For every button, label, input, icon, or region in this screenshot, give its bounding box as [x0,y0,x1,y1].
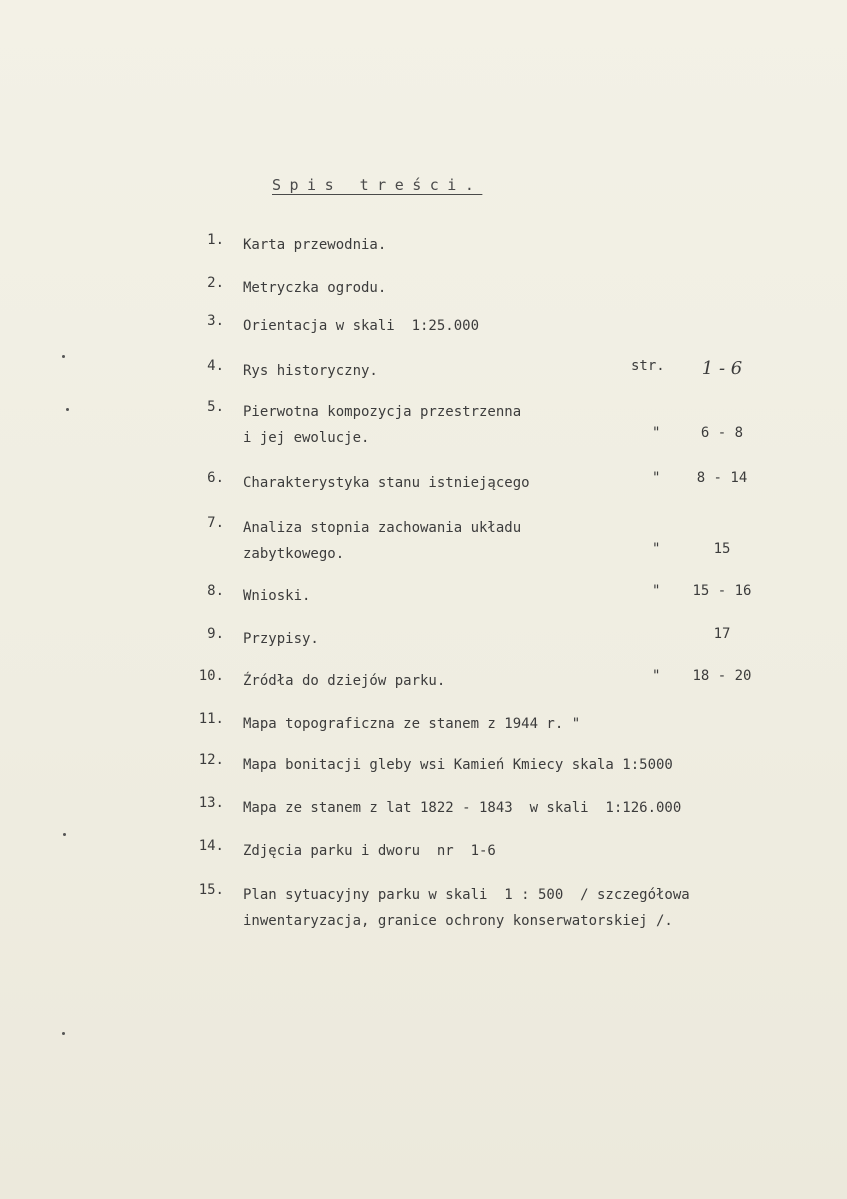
entry-title: Orientacja w skali 1:25.000 [243,318,480,334]
speck [63,833,66,836]
entry-title: Mapa ze stanem z lat 1822 - 1843 w skali 1:126.000 [243,800,682,816]
entry-title: inwentaryzacja, granice ochrony konserwatorskiej /. [243,913,673,929]
entry-number: 4. [207,358,224,374]
entry-number: 9. [207,626,224,642]
entry-number: 14. [198,838,224,854]
entry-title: Metryczka ogrodu. [243,280,387,296]
entry-number: 7. [207,515,224,531]
entry-title: Przypisy. [243,631,319,647]
toc-entry [0,583,847,623]
ditto-mark: " [652,541,661,557]
toc-entry [0,711,847,751]
page-range: 6 - 8 [700,425,744,441]
entry-number: 12. [198,752,224,768]
page-range: 18 - 20 [692,668,752,684]
entry-title: Plan sytuacyjny parku w skali 1 : 500 / szczegółowa [243,887,690,903]
entry-title: Karta przewodnia. [243,237,387,253]
toc-entry [0,795,847,835]
toc-entry [0,626,847,666]
entry-title: Mapa bonitacji gleby wsi Kamień Kmiecy skala 1:5000 [243,757,673,773]
entry-number: 3. [207,313,224,329]
entry-title: Pierwotna kompozycja przestrzenna [243,404,522,420]
page-title: Spis treści. [272,176,483,194]
entry-number: 11. [198,711,224,727]
toc-entry [0,515,847,562]
page-range: 1 - 6 [701,358,743,379]
entry-title: Wnioski. [243,588,311,604]
toc-entry [0,668,847,708]
speck [66,408,69,411]
entry-title: Rys historyczny. [243,363,378,379]
entry-title: Charakterystyka stanu istniejącego [243,475,530,491]
toc-entry [0,358,847,398]
ditto-mark: " [652,470,661,486]
page-range: 17 [713,626,731,642]
entry-number: 13. [198,795,224,811]
page-range: 8 - 14 [696,470,748,486]
toc-entry [0,399,847,446]
ditto-mark: " [652,668,661,684]
page-range: 15 - 16 [692,583,752,599]
entry-number: 5. [207,399,224,415]
entry-number: 15. [198,882,224,898]
entry-title: zabytkowego. [243,546,345,562]
entry-title: Źródła do dziejów parku. [243,673,446,689]
entry-number: 2. [207,275,224,291]
speck [62,355,65,358]
ditto-mark: " [652,583,661,599]
entry-number: 6. [207,470,224,486]
ditto-mark: " [652,425,661,441]
toc-entry [0,232,847,272]
entry-title: Mapa topograficzna ze stanem z 1944 r. " [243,716,581,732]
speck [62,1032,65,1035]
toc-entry [0,882,847,929]
ditto-mark: str. [631,358,665,374]
page-range: 15 [713,541,731,557]
entry-title: Analiza stopnia zachowania układu [243,520,522,536]
entry-number: 10. [198,668,224,684]
entry-title: Zdjęcia parku i dworu nr 1-6 [243,843,496,859]
toc-entry [0,752,847,792]
entry-number: 8. [207,583,224,599]
entry-title: i jej ewolucje. [243,430,370,446]
toc-entry [0,275,847,315]
toc-entry [0,313,847,353]
toc-entry [0,470,847,510]
toc-entry [0,838,847,878]
entry-number: 1. [207,232,224,248]
